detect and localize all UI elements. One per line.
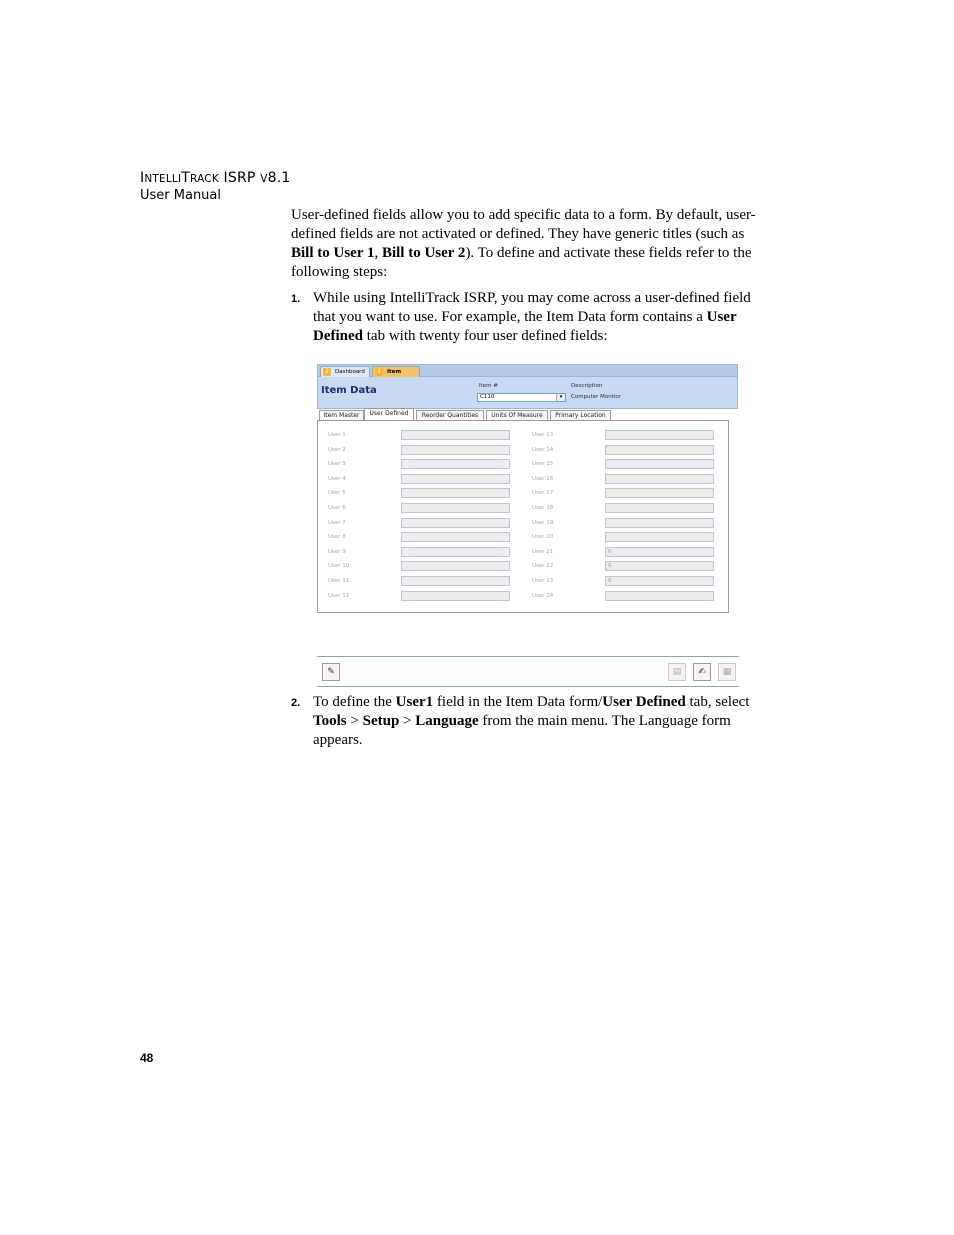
field-label: User 6: [328, 505, 346, 511]
tab-item-master[interactable]: Item Master: [319, 410, 364, 421]
step-text: To define the User1 field in the Item Data form/User Defined tab, select Tools > Setup > Language from the main menu. The Language form appears.: [313, 694, 750, 748]
field-label: User 20: [532, 534, 554, 541]
tab-reorder-quantities[interactable]: Reorder Quantities: [416, 410, 484, 421]
field-label: User 23: [532, 578, 554, 584]
field-label: User 7: [328, 519, 346, 526]
field-label: User 12: [328, 592, 350, 599]
delete-button[interactable]: [718, 663, 736, 681]
tab-user-defined[interactable]: User Defined: [364, 408, 414, 421]
field-label: User 24: [532, 592, 554, 599]
user-field-input[interactable]: 0: [605, 547, 714, 557]
intro-paragraph: User-defined fields allow you to add specific data to a form. By default, user-defined fields are not activated or defined. They have generic titles (such as Bill to User 1, Bill to User 2). To define and activate these fields refer to the following steps:: [291, 207, 756, 280]
description-label: Description: [571, 383, 603, 389]
edit-button[interactable]: [322, 663, 340, 681]
bottom-toolbar: [317, 656, 739, 687]
user-field-input[interactable]: [605, 518, 714, 528]
save-button[interactable]: [693, 663, 711, 681]
user-field-input[interactable]: [401, 430, 510, 440]
tab-item-data[interactable]: i Item: [372, 366, 420, 377]
field-label: User 11: [328, 578, 350, 584]
new-record-button[interactable]: [668, 663, 686, 681]
field-label: User 16: [532, 475, 554, 482]
app-icon: i: [323, 368, 331, 376]
field-label: User 9: [328, 548, 346, 555]
field-label: User 4: [328, 475, 346, 482]
user-field-input[interactable]: [605, 445, 714, 455]
field-label: User 22: [532, 563, 554, 570]
description-value: Computer Monitor: [571, 394, 621, 400]
tab-units-of-measure[interactable]: Units Of Measure: [486, 410, 548, 421]
user-field-input[interactable]: [401, 547, 510, 557]
user-field-input[interactable]: [605, 488, 714, 498]
field-label: User 5: [328, 490, 346, 497]
field-label: User 14: [532, 446, 554, 453]
document-tab-strip: [317, 364, 738, 377]
save-icon: ✍: [698, 667, 706, 677]
user-field-input[interactable]: [605, 532, 714, 542]
user-field-input[interactable]: [401, 591, 510, 601]
edit-icon: ✎: [327, 667, 335, 677]
field-label: User 21: [532, 548, 554, 555]
user-field-input[interactable]: [401, 561, 510, 571]
app-icon: i: [375, 368, 383, 376]
user-field-input[interactable]: 0: [605, 561, 714, 571]
user-field-input[interactable]: [605, 474, 714, 484]
step-number: 1.: [291, 293, 301, 305]
field-label: User 17: [532, 490, 554, 497]
user-defined-panel: [317, 420, 729, 613]
user-field-input[interactable]: [401, 445, 510, 455]
user-field-input[interactable]: [401, 518, 510, 528]
field-label: User 19: [532, 519, 554, 526]
running-header-subtitle: User Manual: [140, 188, 222, 203]
field-label: User 8: [328, 534, 346, 541]
form-header: [317, 377, 738, 408]
user-field-input[interactable]: [401, 503, 510, 513]
page-number: 48: [140, 1051, 154, 1065]
field-label: User 13: [532, 432, 554, 438]
chevron-down-icon[interactable]: ▾: [556, 394, 565, 401]
step-number: 2.: [291, 697, 301, 709]
step-1: [291, 289, 761, 346]
field-label: User 15: [532, 461, 554, 468]
item-number-select[interactable]: C110 ▾: [477, 393, 566, 402]
user-field-input[interactable]: [401, 488, 510, 498]
user-field-input[interactable]: 0: [605, 576, 714, 586]
field-label: User 1: [328, 432, 346, 438]
user-field-input[interactable]: [401, 459, 510, 469]
running-header-title: INTELLITRACK ISRP V8.1: [140, 170, 291, 186]
field-label: User 3: [328, 461, 346, 468]
item-data-screenshot: [317, 364, 739, 614]
item-number-label: Item #: [479, 383, 498, 389]
user-field-input[interactable]: [605, 503, 714, 513]
field-label: User 10: [328, 563, 350, 570]
user-field-input[interactable]: [401, 474, 510, 484]
tab-primary-location[interactable]: Primary Location: [550, 410, 611, 421]
step-2: [291, 693, 761, 750]
user-field-input[interactable]: [605, 430, 714, 440]
user-field-input[interactable]: [401, 576, 510, 586]
tab-dashboard[interactable]: i Dashboard: [320, 366, 370, 377]
field-label: User 18: [532, 505, 554, 511]
user-field-input[interactable]: [605, 459, 714, 469]
user-field-input[interactable]: [605, 591, 714, 601]
new-record-icon: ▤: [672, 667, 682, 677]
form-title: Item Data: [321, 385, 377, 396]
user-field-input[interactable]: [401, 532, 510, 542]
field-label: User 2: [328, 446, 346, 453]
delete-icon: ▦: [722, 667, 732, 677]
step-text: While using IntelliTrack ISRP, you may come across a user-defined field that you want to use. For example, the Item Data form contains a User Defined tab with twenty four user defined fields:: [313, 290, 751, 344]
